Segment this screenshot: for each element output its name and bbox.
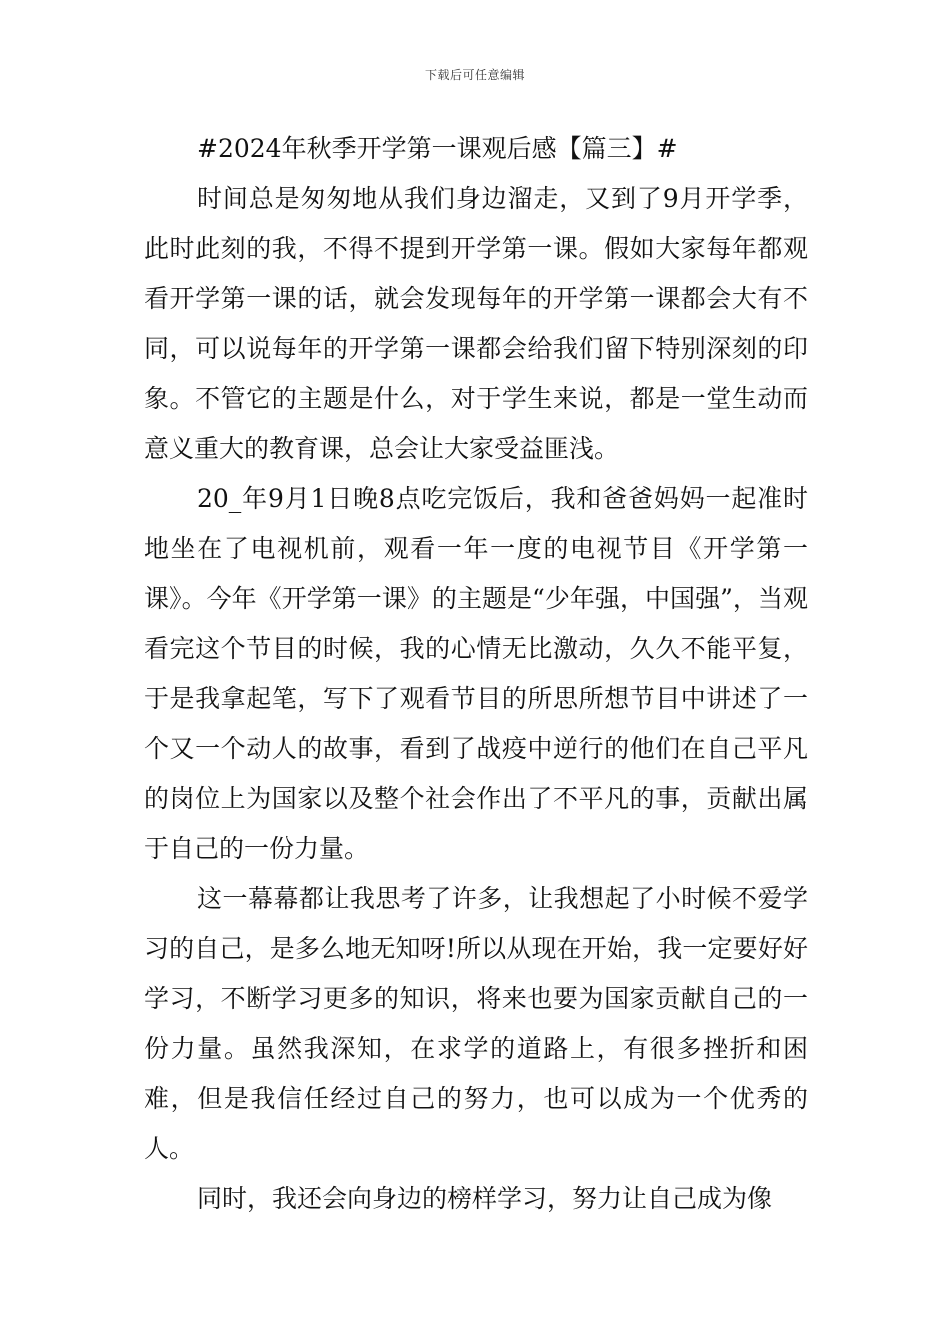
header-note: 下载后可任意编辑 — [424, 68, 525, 82]
document-body — [144, 124, 808, 1224]
paragraph: 这一幕幕都让我思考了许多，让我想起了小时候不爱学习的自己，是多么地无知呀!所以从现在开始，我一定要好好学习，不断学习更多的知识，将来也要为国家贡献自己的一份力量。虽然我深知，在求学的道路上，有很多挫折和困难，但是我信任经过自己的努力，也可以成为一个优秀的人。 — [144, 884, 808, 1163]
paragraph: 20_年9月1日晚8点吃完饭后，我和爸爸妈妈一起准时地坐在了电视机前，观看一年一度的电视节目《开学第一课》。今年《开学第一课》的主题是“少年强，中国强”，当观看完这个节目的时候，我的心情无比激动，久久不能平复，于是我拿起笔，写下了观看节目的所思所想节目中讲述了一个又一个动人的故事，看到了战疫中逆行的他们在自己平凡的岗位上为国家以及整个社会作出了不平凡的事，贡献出属于自己的一份力量。 — [144, 484, 808, 863]
document-title: #2024年秋季开学第一课观后感【篇三】# — [197, 134, 678, 163]
paragraph: 时间总是匆匆地从我们身边溜走，又到了9月开学季，此时此刻的我，不得不提到开学第一课。假如大家每年都观看开学第一课的话，就会发现每年的开学第一课都会大有不同，可以说每年的开学第一课都会给我们留下特别深刻的印象。不管它的主题是什么，对于学生来说，都是一堂生动而意义重大的教育课，总会让大家受益匪浅。 — [144, 184, 808, 463]
paragraph: 同时，我还会向身边的榜样学习，努力让自己成为像 — [197, 1184, 773, 1213]
